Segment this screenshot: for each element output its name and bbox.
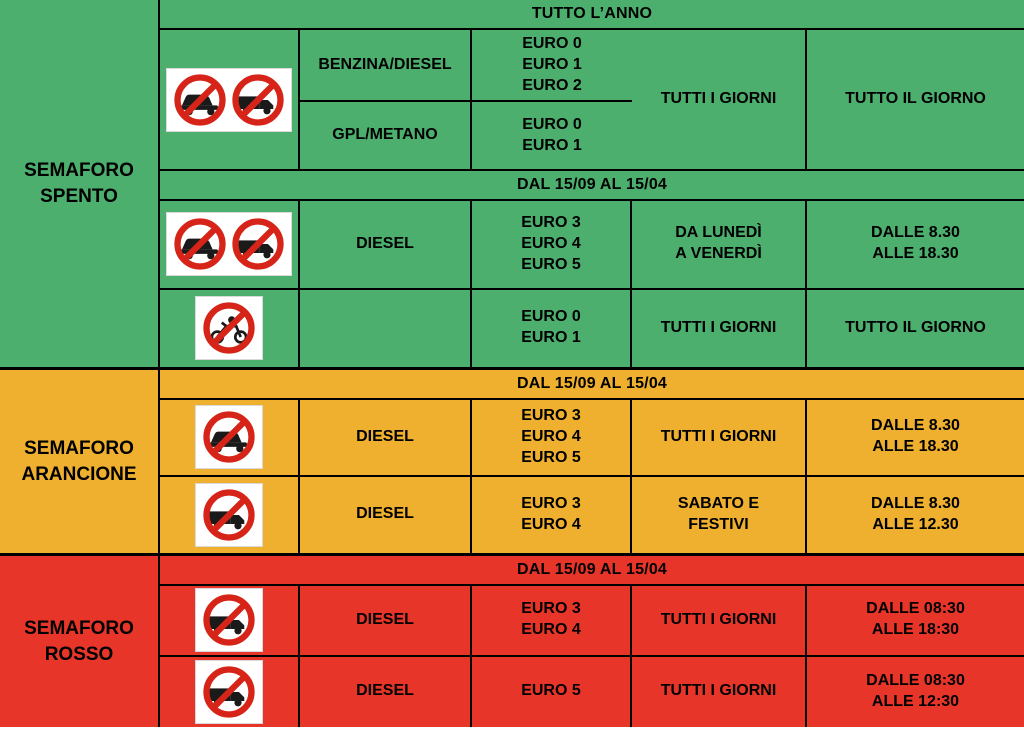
band-label-semaforo-arancione: [0, 370, 160, 553]
season-header: DAL 15/09 AL 15/04: [160, 556, 1024, 586]
motorcycle-prohibited-icon: [202, 301, 256, 355]
hours-cell: [807, 586, 1024, 655]
euro-class-cell: [472, 400, 632, 475]
euro-class-cell: [472, 586, 632, 655]
vehicle-icon-cell: [160, 30, 300, 169]
truck-prohibited-icon: [202, 665, 256, 719]
fuel-cell: BENZINA/DIESEL: [300, 30, 472, 100]
hours-line: ALLE 18.30: [872, 438, 959, 456]
truck-prohibited-icon: [202, 488, 256, 542]
sign-group: [195, 405, 263, 469]
table-row: [160, 201, 1024, 289]
euro-line: EURO 1: [522, 55, 582, 73]
table-row: [160, 400, 1024, 477]
hours-cell: [807, 290, 1024, 367]
car-prohibited-icon: [202, 410, 256, 464]
days-line: SABATO E: [677, 494, 760, 512]
euro-line: EURO 4: [521, 427, 581, 445]
euro-line: EURO 3: [521, 494, 581, 512]
truck-prohibited-icon: [202, 593, 256, 647]
sign-group: [195, 483, 263, 547]
euro-line: EURO 3: [521, 214, 581, 232]
band-body-semaforo-arancione: [160, 370, 1024, 553]
euro-class-cell: [472, 290, 632, 367]
band-label-line2: ROSSO: [44, 643, 114, 665]
euro-class-cell: [472, 30, 632, 100]
fuel-cell: DIESEL: [300, 477, 472, 553]
car-prohibited-icon: [173, 73, 227, 127]
euro-line: EURO 5: [521, 682, 581, 700]
vehicle-icon-cell: [160, 657, 300, 727]
sign-group: [195, 660, 263, 724]
euro-line: EURO 4: [521, 515, 581, 533]
table-row: [160, 657, 1024, 727]
days-cell: [632, 586, 807, 655]
hours-line: ALLE 12:30: [871, 692, 960, 710]
fuel-cell: DIESEL: [300, 586, 472, 655]
euro-class-cell: [472, 657, 632, 727]
car-prohibited-icon: [173, 217, 227, 271]
vehicle-icon-cell: [160, 290, 300, 367]
hours-cell: [807, 30, 1024, 169]
days-line: A VENERDÌ: [675, 245, 762, 263]
euro-class-cell: [472, 201, 632, 287]
fuel-cell: DIESEL: [300, 400, 472, 475]
euro-line: EURO 0: [522, 115, 582, 133]
band-semaforo-arancione: [0, 370, 1024, 556]
band-body-semaforo-spento: [160, 0, 1024, 367]
hours-cell: [807, 657, 1024, 727]
fuel-cell: [300, 290, 472, 367]
sign-group: [195, 296, 263, 360]
truck-prohibited-icon: [231, 217, 285, 271]
table-subrow: [300, 30, 632, 102]
hours-cell: [807, 400, 1024, 475]
hours-cell: [807, 477, 1024, 553]
euro-line: EURO 1: [522, 136, 582, 154]
euro-line: EURO 4: [521, 621, 581, 639]
band-body-semaforo-rosso: [160, 556, 1024, 727]
hours-line: DALLE 08:30: [866, 600, 965, 618]
euro-class-cell: [472, 102, 632, 169]
euro-line: EURO 5: [521, 255, 581, 273]
fuel-euro-subtable: [300, 30, 632, 169]
band-label-line1: SEMAFORO: [24, 159, 134, 181]
days-line: TUTTI I GIORNI: [660, 318, 777, 336]
euro-line: EURO 4: [521, 234, 581, 252]
table-row: [160, 586, 1024, 657]
euro-line: EURO 3: [521, 407, 581, 425]
hours-line: DALLE 8.30: [871, 494, 960, 512]
band-label-line1: SEMAFORO: [24, 617, 134, 639]
days-cell: [632, 477, 807, 553]
band-label-line2: SPENTO: [40, 185, 118, 207]
hours-cell: [807, 201, 1024, 287]
days-cell: [632, 657, 807, 727]
band-label-semaforo-spento: [0, 0, 160, 367]
fuel-cell: DIESEL: [300, 201, 472, 287]
vehicle-icon-cell: [160, 400, 300, 475]
hours-line: ALLE 12.30: [872, 515, 959, 533]
vehicle-icon-cell: [160, 201, 300, 287]
euro-line: EURO 0: [521, 308, 581, 326]
fuel-cell: GPL/METANO: [300, 102, 472, 169]
hours-line: TUTTO IL GIORNO: [845, 318, 986, 336]
days-line: DA LUNEDÌ: [675, 224, 762, 242]
hours-line: DALLE 08:30: [866, 671, 965, 689]
hours-line: ALLE 18.30: [872, 245, 959, 263]
sign-group: [166, 212, 292, 276]
days-cell: [632, 400, 807, 475]
truck-prohibited-icon: [231, 73, 285, 127]
band-label-semaforo-rosso: [0, 556, 160, 727]
euro-line: EURO 0: [522, 35, 582, 52]
band-label-line1: SEMAFORO: [24, 437, 134, 459]
table-subrow: [300, 102, 632, 169]
vehicle-icon-cell: [160, 477, 300, 553]
euro-line: EURO 3: [521, 600, 581, 618]
hours-line: TUTTO IL GIORNO: [845, 90, 986, 108]
hours-line: DALLE 8.30: [871, 224, 960, 242]
fuel-cell: DIESEL: [300, 657, 472, 727]
euro-line: EURO 2: [522, 76, 582, 94]
days-line: TUTTI I GIORNI: [660, 682, 777, 700]
band-semaforo-rosso: [0, 556, 1024, 727]
season-header: TUTTO L’ANNO: [160, 0, 1024, 30]
sign-group: [166, 68, 292, 132]
euro-class-cell: [472, 477, 632, 553]
sign-group: [195, 588, 263, 652]
band-label-line2: ARANCIONE: [21, 463, 137, 485]
days-cell: [632, 201, 807, 287]
row-details: [300, 30, 1024, 169]
days-cell: [632, 290, 807, 367]
table-row: [160, 477, 1024, 553]
season-header: DAL 15/09 AL 15/04: [160, 370, 1024, 400]
hours-line: ALLE 18:30: [871, 621, 960, 639]
euro-line: EURO 1: [521, 329, 581, 347]
days-line: FESTIVI: [688, 515, 749, 533]
euro-line: EURO 5: [521, 448, 581, 466]
season-header: DAL 15/09 AL 15/04: [160, 171, 1024, 201]
table-row: [160, 290, 1024, 367]
days-line: TUTTI I GIORNI: [660, 427, 777, 445]
days-line: TUTTI I GIORNI: [660, 610, 777, 628]
days-cell: TUTTI I GIORNI: [632, 30, 807, 169]
table-row: [160, 30, 1024, 171]
hours-line: DALLE 8.30: [871, 417, 960, 435]
vehicle-icon-cell: [160, 586, 300, 655]
